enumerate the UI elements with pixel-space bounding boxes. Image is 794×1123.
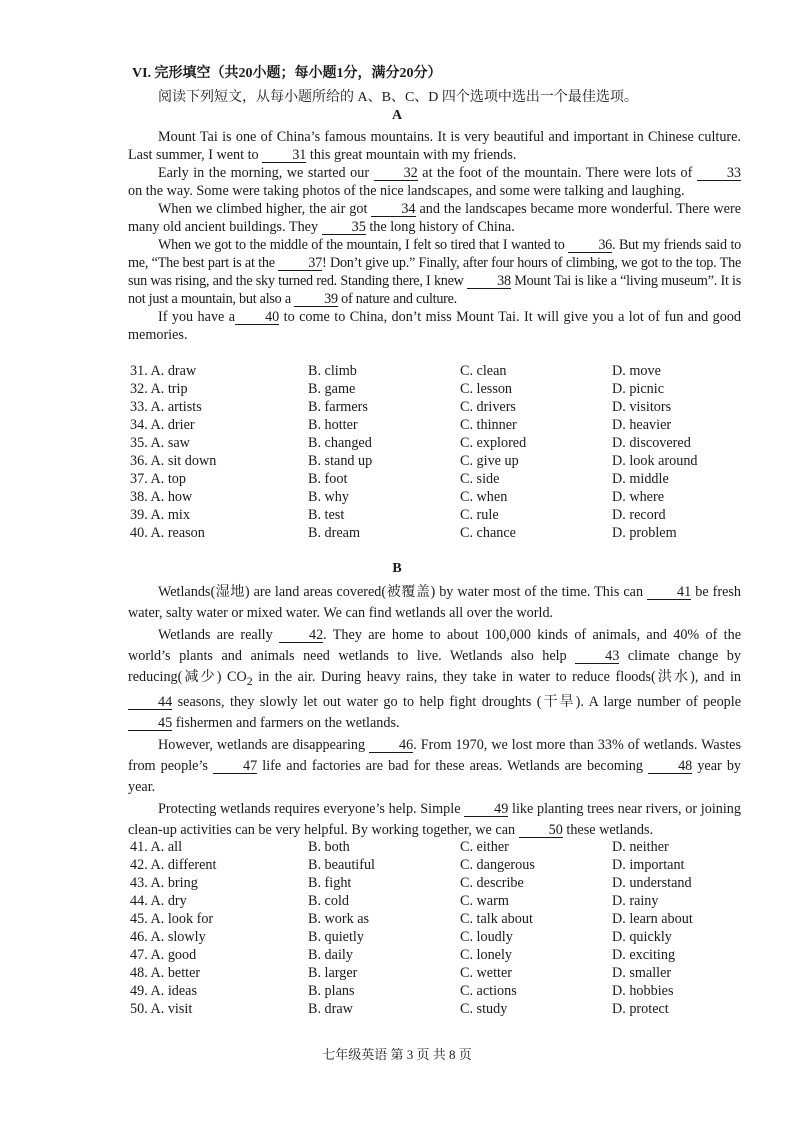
option-d: D. where bbox=[612, 489, 664, 505]
option-b: B. stand up bbox=[308, 453, 373, 469]
passage-b-options bbox=[130, 838, 750, 1018]
passage-a-paragraph-2 bbox=[128, 164, 741, 200]
option-a: 41. A. all bbox=[130, 839, 183, 855]
option-a: 33. A. artists bbox=[130, 399, 202, 415]
option-b: B. test bbox=[308, 507, 345, 523]
option-a: 32. A. trip bbox=[130, 381, 188, 397]
blank-33: 33 bbox=[697, 166, 741, 181]
blank-32: 32 bbox=[374, 166, 418, 181]
blank-49: 49 bbox=[464, 802, 508, 817]
blank-50: 50 bbox=[519, 823, 563, 838]
option-c: C. give up bbox=[460, 453, 519, 469]
text-segment: However, wetlands are disappearing bbox=[158, 736, 370, 753]
option-c: C. clean bbox=[460, 363, 507, 379]
option-row-42 bbox=[130, 856, 750, 874]
option-d: D. middle bbox=[612, 471, 669, 487]
option-a: 37. A. top bbox=[130, 471, 186, 487]
option-a: 44. A. dry bbox=[130, 893, 187, 909]
option-b: B. draw bbox=[308, 1001, 353, 1017]
option-b: B. climb bbox=[308, 363, 357, 379]
option-d: D. exciting bbox=[612, 947, 676, 963]
blank-34: 34 bbox=[371, 202, 415, 217]
option-row-50 bbox=[130, 1000, 750, 1018]
option-d: D. move bbox=[612, 363, 661, 379]
option-row-48 bbox=[130, 964, 750, 982]
option-a: 36. A. sit down bbox=[130, 453, 217, 469]
option-b: B. both bbox=[308, 839, 350, 855]
option-b: B. changed bbox=[308, 435, 372, 451]
option-c: C. drivers bbox=[460, 399, 516, 415]
text-segment: in the air. During heavy rains, they take in water to reduce floods(洪水), and in bbox=[252, 669, 741, 685]
option-d: D. protect bbox=[612, 1001, 669, 1017]
option-b: B. quietly bbox=[308, 929, 364, 945]
option-d: D. neither bbox=[612, 839, 669, 855]
text-segment: these wetlands. bbox=[562, 821, 654, 838]
option-a: 35. A. saw bbox=[130, 435, 190, 451]
subscript-2: 2 bbox=[246, 673, 253, 688]
blank-43: 43 bbox=[575, 649, 619, 664]
option-d: D. picnic bbox=[612, 381, 665, 397]
passage-a-paragraph-3 bbox=[128, 200, 741, 236]
option-c: C. talk about bbox=[460, 911, 533, 927]
option-a: 39. A. mix bbox=[130, 507, 190, 523]
option-row-44 bbox=[130, 892, 750, 910]
option-a: 48. A. better bbox=[130, 965, 201, 981]
option-c: C. describe bbox=[460, 875, 524, 891]
option-row-47 bbox=[130, 946, 750, 964]
option-a: 34. A. drier bbox=[130, 417, 195, 433]
option-b: B. hotter bbox=[308, 417, 358, 433]
option-b: B. fight bbox=[308, 875, 352, 891]
option-c: C. loudly bbox=[460, 929, 513, 945]
blank-46: 46 bbox=[369, 738, 413, 753]
option-d: D. record bbox=[612, 507, 666, 523]
option-row-39 bbox=[130, 506, 750, 524]
text-segment: year by year. bbox=[128, 757, 742, 795]
text-segment: fishermen and farmers on the wetlands. bbox=[172, 714, 400, 731]
option-row-34 bbox=[130, 416, 750, 434]
text-segment: . But my friends said to me, “The best part is at the bbox=[128, 237, 742, 271]
option-d: D. quickly bbox=[612, 929, 672, 945]
passage-a bbox=[128, 128, 741, 344]
option-c: C. chance bbox=[460, 525, 516, 541]
option-c: C. dangerous bbox=[460, 857, 535, 873]
option-a: 42. A. different bbox=[130, 857, 217, 873]
text-segment: seasons, they slowly let out water go to help fight droughts (干旱). A large number of people bbox=[172, 693, 741, 710]
option-row-35 bbox=[130, 434, 750, 452]
option-d: D. hobbies bbox=[612, 983, 674, 999]
blank-47: 47 bbox=[213, 759, 257, 774]
option-row-40 bbox=[130, 524, 750, 542]
instructions: 阅读下列短文，从每小题所给的 A、B、C、D 四个选项中选出一个最佳选项。 bbox=[158, 90, 638, 105]
option-d: D. visitors bbox=[612, 399, 672, 415]
option-row-33 bbox=[130, 398, 750, 416]
option-row-37 bbox=[130, 470, 750, 488]
option-b: B. dream bbox=[308, 525, 361, 541]
option-a: 46. A. slowly bbox=[130, 929, 206, 945]
option-c: C. study bbox=[460, 1001, 508, 1017]
option-a: 40. A. reason bbox=[130, 525, 205, 541]
option-b: B. why bbox=[308, 489, 349, 505]
text-segment: When we got to the middle of the mountain, I felt so tired that I wanted to bbox=[158, 237, 569, 253]
text-segment: this great mountain with my friends. bbox=[306, 147, 517, 163]
option-d: D. important bbox=[612, 857, 685, 873]
blank-42: 42 bbox=[279, 628, 323, 643]
text-segment: like planting trees near rivers, or joining clean-up activities can be very helpful. By working together, we can bbox=[128, 800, 741, 838]
passage-a-paragraph-4 bbox=[128, 236, 741, 308]
option-a: 47. A. good bbox=[130, 947, 197, 963]
option-c: C. when bbox=[460, 489, 508, 505]
passage-b-label: B bbox=[392, 561, 402, 576]
text-segment: . They are home to about 100,000 kinds of animals, and 40% of the world’s plants and animals need wetlands to live. Wetlands also help bbox=[128, 627, 741, 664]
option-a: 45. A. look for bbox=[130, 911, 214, 927]
text-segment: Mount Tai is like a “living museum”. It is not just a mountain, but also a bbox=[128, 273, 742, 307]
text-segment: climate change by reducing(减少) CO bbox=[128, 648, 741, 685]
option-d: D. understand bbox=[612, 875, 692, 891]
option-row-31 bbox=[130, 362, 750, 380]
text-segment: Wetlands are really bbox=[158, 627, 279, 643]
passage-b-paragraph-3 bbox=[128, 735, 741, 798]
blank-45: 45 bbox=[128, 716, 172, 731]
option-c: C. warm bbox=[460, 893, 509, 909]
option-d: D. heavier bbox=[612, 417, 672, 433]
text-segment: on the way. Some were taking photos of the nice landscapes, and some were talking and laughing. bbox=[128, 183, 685, 199]
text-segment: When we climbed higher, the air got bbox=[158, 201, 372, 217]
option-d: D. discovered bbox=[612, 435, 691, 451]
option-d: D. rainy bbox=[612, 893, 659, 909]
page-footer: 七年级英语 第 3 页 共 8 页 bbox=[322, 1047, 472, 1062]
option-c: C. side bbox=[460, 471, 500, 487]
option-a: 38. A. how bbox=[130, 489, 193, 505]
option-row-46 bbox=[130, 928, 750, 946]
passage-b-paragraph-2 bbox=[128, 625, 741, 734]
option-a: 49. A. ideas bbox=[130, 983, 197, 999]
text-segment: life and factories are bad for these areas. Wetlands are becoming bbox=[257, 757, 649, 774]
passage-a-paragraph-1 bbox=[128, 128, 741, 164]
option-c: C. wetter bbox=[460, 965, 513, 981]
blank-38: 38 bbox=[467, 274, 511, 289]
text-segment: Mount Tai is one of China’s famous mountains. It is very beautiful and important in Chinese culture. Last summer, I went to bbox=[128, 129, 741, 163]
text-segment: If you have a bbox=[158, 309, 236, 325]
option-b: B. cold bbox=[308, 893, 349, 909]
option-row-41 bbox=[130, 838, 750, 856]
option-row-45 bbox=[130, 910, 750, 928]
text-segment: be fresh water, salty water or mixed water. We can find wetlands all over the world. bbox=[128, 584, 741, 621]
passage-a-paragraph-5 bbox=[128, 308, 741, 344]
option-a: 43. A. bring bbox=[130, 875, 198, 891]
text-segment: and the landscapes became more wonderful. There were many old ancient buildings. They bbox=[128, 201, 741, 235]
option-row-38 bbox=[130, 488, 750, 506]
blank-41: 41 bbox=[647, 585, 691, 600]
text-segment: Protecting wetlands requires everyone’s help. Simple bbox=[158, 800, 465, 817]
passage-b-paragraph-1 bbox=[128, 582, 741, 624]
passage-b bbox=[128, 581, 741, 841]
blank-48: 48 bbox=[648, 759, 692, 774]
option-row-32 bbox=[130, 380, 750, 398]
section-title: VI. 完形填空（共20小题；每小题1分，满分20分） bbox=[132, 66, 442, 81]
option-b: B. farmers bbox=[308, 399, 368, 415]
option-b: B. daily bbox=[308, 947, 353, 963]
blank-35: 35 bbox=[322, 220, 366, 235]
text-segment: Early in the morning, we started our bbox=[158, 165, 374, 181]
option-d: D. learn about bbox=[612, 911, 693, 927]
option-c: C. explored bbox=[460, 435, 527, 451]
blank-37: 37 bbox=[278, 256, 322, 271]
option-b: B. game bbox=[308, 381, 356, 397]
blank-31: 31 bbox=[262, 148, 306, 163]
option-d: D. smaller bbox=[612, 965, 672, 981]
blank-40: 40 bbox=[235, 310, 279, 325]
text-segment: ! Don’t give up.” Finally, after four hours of climbing, we got to the top. The sun was rising, and the sky turned red. Standing there, I knew bbox=[128, 255, 741, 289]
option-b: B. work as bbox=[308, 911, 370, 927]
text-segment: at the foot of the mountain. There were lots of bbox=[417, 165, 697, 181]
text-segment: of nature and culture. bbox=[337, 291, 457, 307]
text-segment: . From 1970, we lost more than 33% of wetlands. Wastes from people’s bbox=[128, 736, 741, 774]
option-b: B. beautiful bbox=[308, 857, 375, 873]
text-segment: the long history of China. bbox=[365, 219, 515, 235]
blank-39: 39 bbox=[294, 292, 338, 307]
text-segment: to come to China, don’t miss Mount Tai. It will give you a lot of fun and good memories. bbox=[128, 309, 742, 343]
option-b: B. larger bbox=[308, 965, 358, 981]
text-segment: Wetlands(湿地) are land areas covered(被覆盖) by water most of the time. This can bbox=[158, 584, 648, 600]
option-c: C. thinner bbox=[460, 417, 517, 433]
option-row-43 bbox=[130, 874, 750, 892]
option-a: 50. A. visit bbox=[130, 1001, 193, 1017]
option-c: C. rule bbox=[460, 507, 499, 523]
option-b: B. plans bbox=[308, 983, 355, 999]
passage-a-options bbox=[130, 362, 750, 542]
option-d: D. problem bbox=[612, 525, 677, 541]
option-c: C. actions bbox=[460, 983, 517, 999]
option-c: C. lesson bbox=[460, 381, 513, 397]
option-b: B. foot bbox=[308, 471, 348, 487]
option-d: D. look around bbox=[612, 453, 698, 469]
option-c: C. either bbox=[460, 839, 509, 855]
option-c: C. lonely bbox=[460, 947, 513, 963]
passage-b-paragraph-4 bbox=[128, 799, 741, 841]
option-row-36 bbox=[130, 452, 750, 470]
option-a: 31. A. draw bbox=[130, 363, 197, 379]
blank-44: 44 bbox=[128, 695, 172, 710]
blank-36: 36 bbox=[568, 238, 612, 253]
passage-a-label: A bbox=[391, 108, 403, 123]
option-row-49 bbox=[130, 982, 750, 1000]
